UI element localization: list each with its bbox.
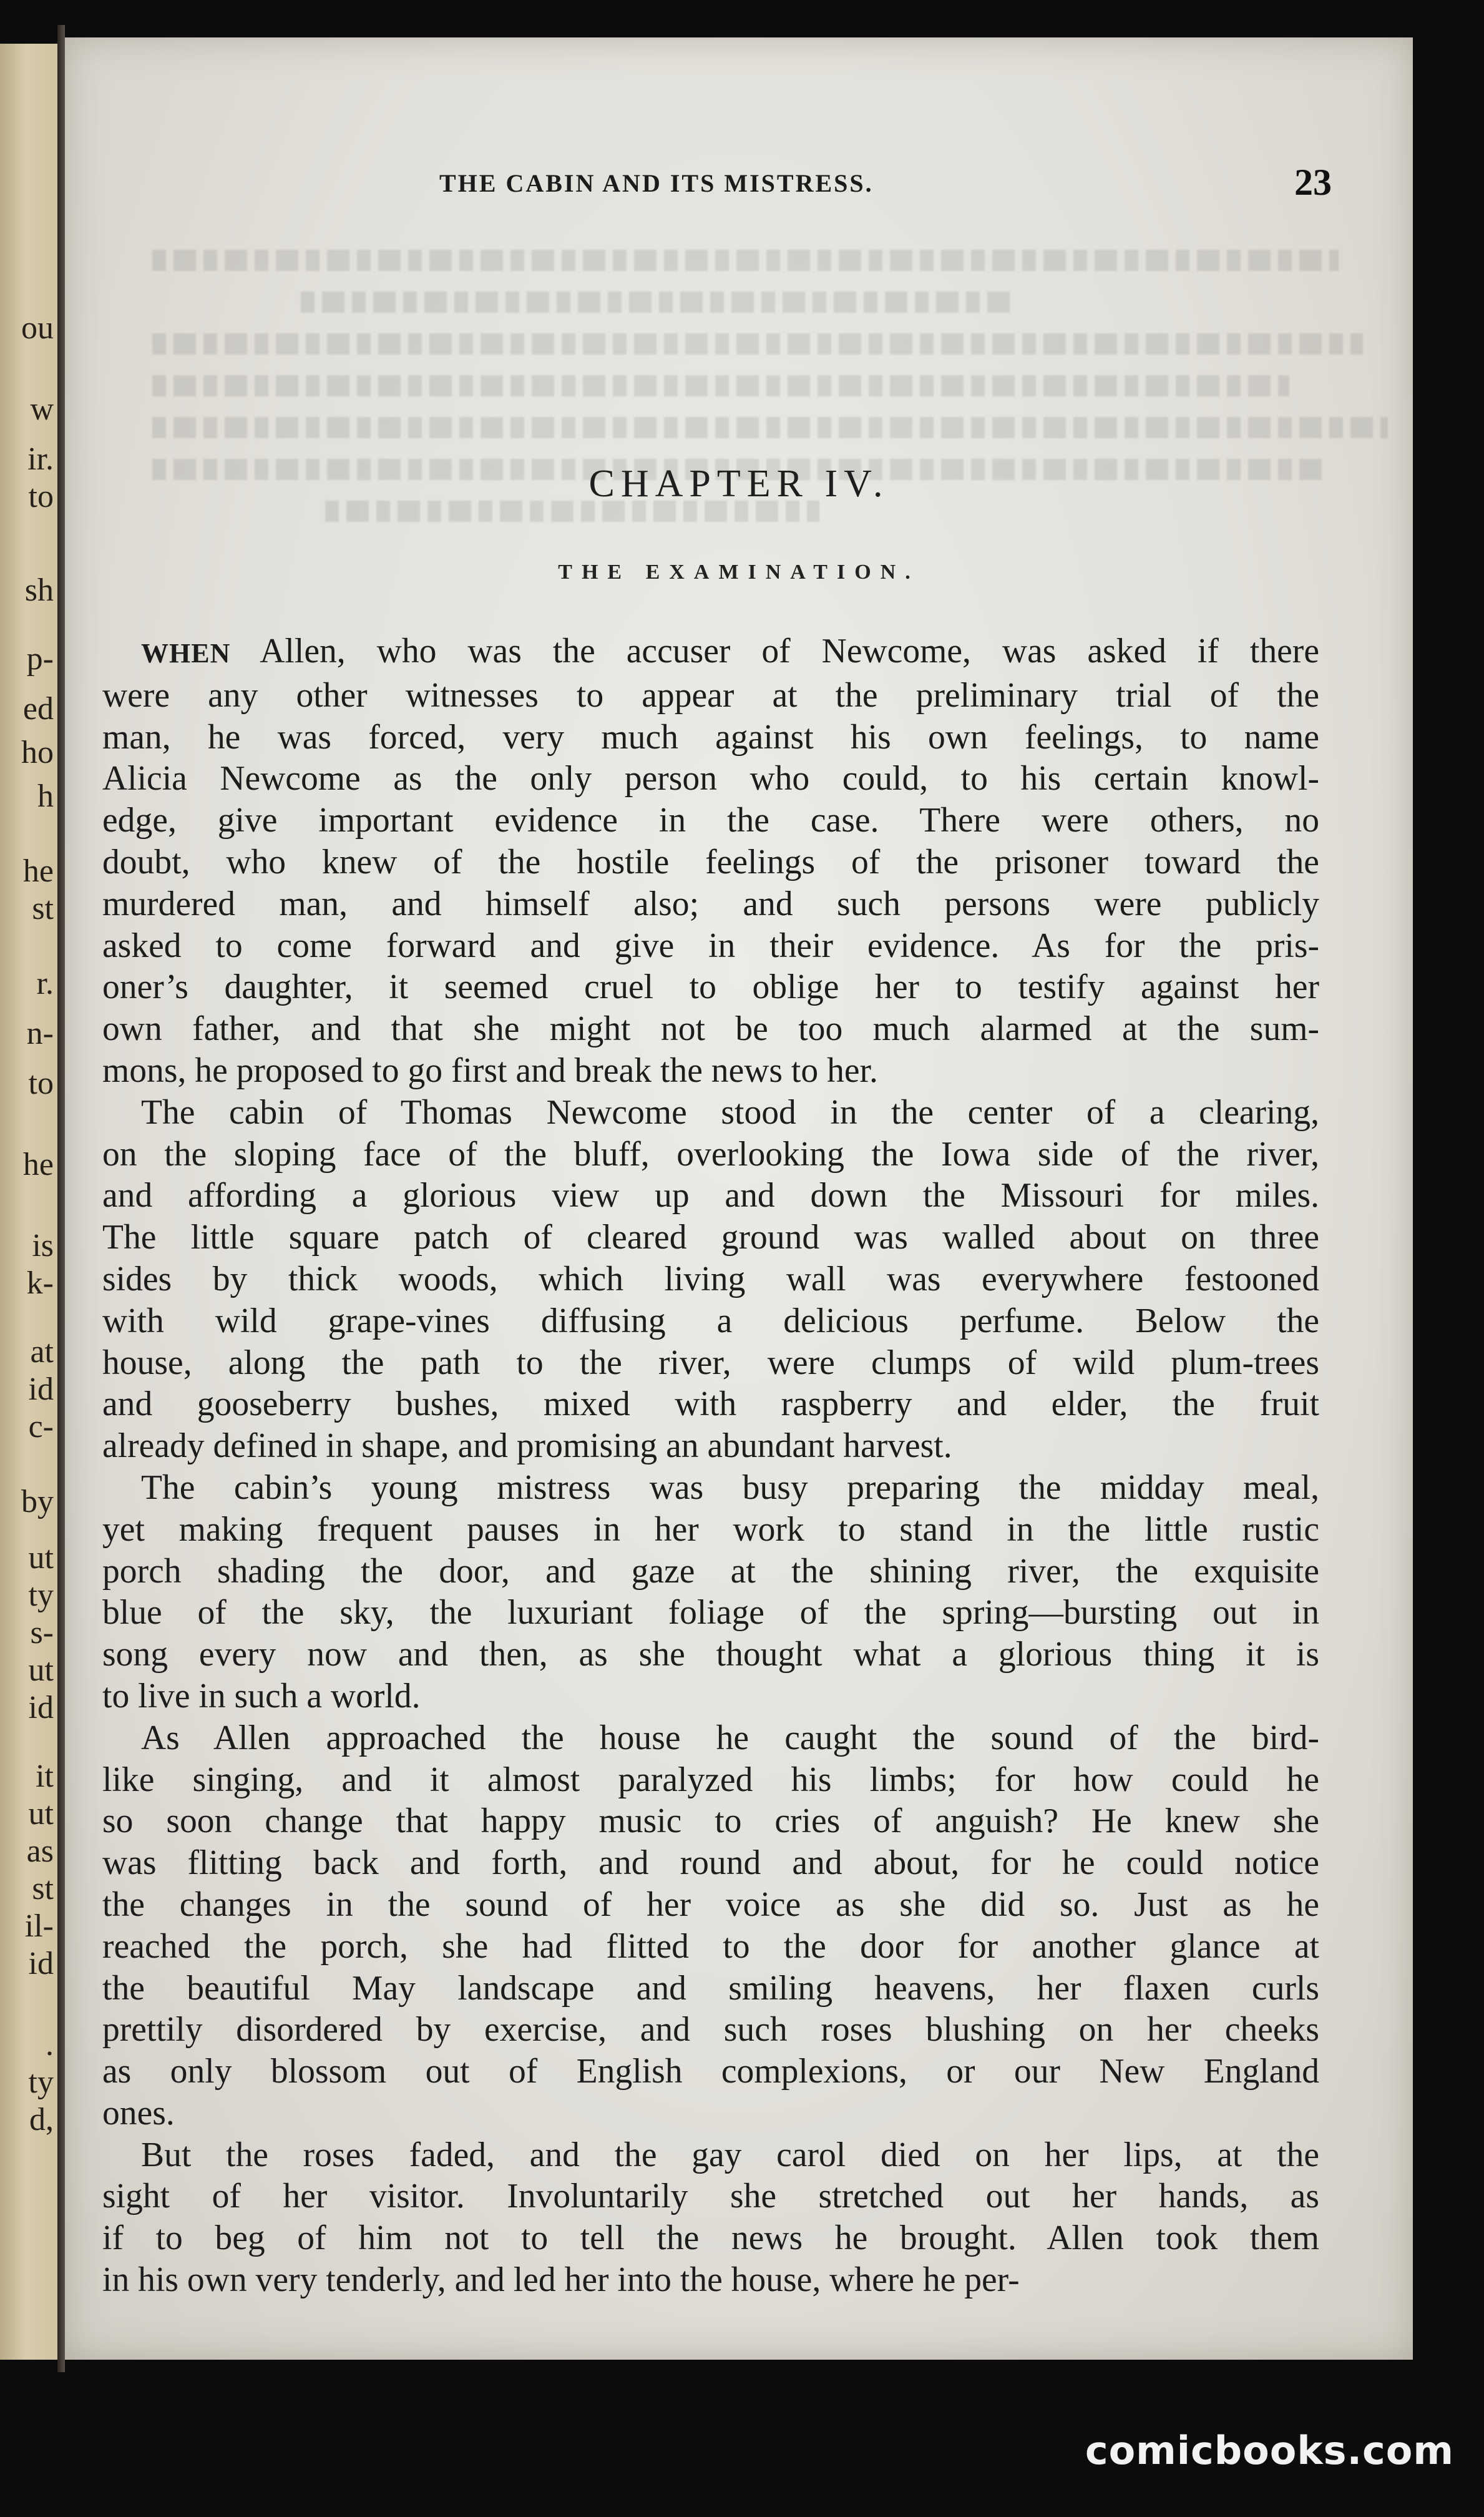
text-line: yet making frequent pauses in her work to stand in the little rustic xyxy=(102,1509,1319,1549)
book-spine xyxy=(57,25,65,2372)
text-line: song every now and then, as she thought what a glorious thing it is xyxy=(102,1635,1319,1674)
facing-page-fragment: as xyxy=(26,1833,54,1869)
running-title: THE CABIN AND ITS MISTRESS. xyxy=(439,169,874,197)
text-line: prettily disordered by exercise, and such roses blushing on her cheeks xyxy=(102,2010,1319,2049)
text-line: edge, give important evidence in the case. There were others, no xyxy=(102,801,1319,840)
facing-page-fragment: id xyxy=(28,1946,54,1981)
book-page xyxy=(65,37,1413,2360)
text-line: doubt, who knew of the hostile feelings of the prisoner toward the xyxy=(102,842,1319,881)
facing-page-fragment: ir. xyxy=(27,441,54,477)
facing-page-fragment: r. xyxy=(36,966,54,1001)
text-line: man, he was forced, very much against his own feelings, to name xyxy=(102,717,1319,757)
running-head xyxy=(65,162,1413,206)
facing-page-fragment: by xyxy=(21,1484,54,1519)
paragraph xyxy=(102,630,1319,1092)
facing-page-fragment: k- xyxy=(26,1265,54,1301)
text-line: ones. xyxy=(102,2093,175,2132)
facing-page-edge xyxy=(0,44,57,2360)
text-line: as only blossom out of English complexions, or our New England xyxy=(102,2052,1319,2091)
facing-page-fragment: ty xyxy=(28,1577,54,1613)
text-line: to live in such a world. xyxy=(102,1676,421,1715)
text-line: the beautiful May landscape and smiling heavens, her flaxen curls xyxy=(102,1968,1319,2008)
facing-page-fragment: it xyxy=(36,1759,54,1794)
text-line: blue of the sky, the luxuriant foliage of the spring—bursting out in xyxy=(102,1593,1319,1632)
text-line: if to beg of him not to tell the news he brought. Allen took them xyxy=(102,2219,1319,2258)
body-text xyxy=(102,630,1319,2301)
text-line: the changes in the sound of her voice as she did so. Just as he xyxy=(102,1885,1319,1924)
chapter-heading: CHAPTER IV. xyxy=(588,463,889,505)
text-line: so soon change that happy music to cries of anguish? He knew she xyxy=(102,1802,1319,1841)
chapter-subtitle: THE EXAMINATION. xyxy=(558,561,920,584)
facing-page-fragment: . xyxy=(46,2027,54,2063)
facing-page-fragment: p- xyxy=(26,641,54,677)
facing-page-fragment: ut xyxy=(28,1796,54,1832)
paragraph xyxy=(102,2134,1319,2301)
facing-page-fragment: id xyxy=(28,1371,54,1407)
facing-page-fragment: he xyxy=(22,1147,54,1182)
text-line: Alicia Newcome as the only person who could, to his certain knowl- xyxy=(102,759,1319,798)
text-line: The cabin’s young mistress was busy preparing the midday meal, xyxy=(141,1468,1319,1507)
text-line: on the sloping face of the bluff, overlooking the Iowa side of the river, xyxy=(102,1134,1319,1174)
paragraph xyxy=(102,1467,1319,1717)
text-line: reached the porch, she had flitted to the door for another glance at xyxy=(102,1926,1319,1966)
facing-page-fragment: n- xyxy=(26,1016,54,1051)
facing-page-fragment: c- xyxy=(28,1409,54,1445)
facing-page-fragment: id xyxy=(28,1690,54,1725)
text-line: own father, and that she might not be too much alarmed at the sum- xyxy=(102,1009,1319,1049)
facing-page-fragment: st xyxy=(32,891,54,926)
facing-page-fragment: is xyxy=(32,1228,54,1263)
text-line: house, along the path to the river, were clumps of wild plum-trees xyxy=(102,1343,1319,1382)
paragraph xyxy=(102,1717,1319,2134)
text-line: The cabin of Thomas Newcome stood in the center of a clearing, xyxy=(141,1092,1319,1132)
facing-page-fragment: to xyxy=(28,1066,54,1101)
text-line: As Allen approached the house he caught the sound of the bird- xyxy=(141,1718,1319,1757)
facing-page-fragment: h xyxy=(37,778,54,814)
text-line: like singing, and it almost paralyzed his limbs; for how could he xyxy=(102,1760,1319,1799)
text-line: But the roses faded, and the gay carol died on her lips, at the xyxy=(141,2135,1319,2174)
watermark: comicbooks.com xyxy=(1085,2428,1454,2473)
text-line: was flitting back and forth, and round and about, for he could notice xyxy=(102,1843,1319,1883)
facing-page-fragment: ut xyxy=(28,1652,54,1688)
facing-page-fragment: at xyxy=(30,1334,54,1370)
facing-page-fragment: ut xyxy=(28,1540,54,1576)
facing-page-fragment: he xyxy=(22,853,54,889)
facing-page-fragment: il- xyxy=(24,1908,54,1944)
text-line: in his own very tenderly, and led her into the house, where he per- xyxy=(102,2260,1020,2300)
text-line: mons, he proposed to go first and break the news to her. xyxy=(102,1051,878,1090)
text-line: were any other witnesses to appear at the preliminary trial of the xyxy=(102,675,1319,715)
facing-page-fragment: s- xyxy=(30,1615,54,1651)
text-line: with wild grape-vines diffusing a delicious perfume. Below the xyxy=(102,1301,1319,1340)
facing-page-fragment: ho xyxy=(21,735,54,770)
paragraph xyxy=(102,1092,1319,1467)
text-line: oner’s daughter, it seemed cruel to oblige her to testify against her xyxy=(102,968,1319,1007)
facing-page-fragment: sh xyxy=(24,572,54,608)
text-line: already defined in shape, and promising an abundant harvest. xyxy=(102,1426,952,1466)
text-line: asked to come forward and give in their evidence. As for the pris- xyxy=(102,926,1319,965)
facing-page-fragment: w xyxy=(30,391,54,427)
facing-page-fragment: ty xyxy=(28,2064,54,2100)
facing-page-fragment: d, xyxy=(29,2102,54,2137)
facing-page-fragment: ou xyxy=(21,310,54,346)
text-line: porch shading the door, and gaze at the shining river, the exquisite xyxy=(102,1551,1319,1591)
text-line: and affording a glorious view up and down the Missouri for miles. xyxy=(102,1176,1319,1215)
facing-page-fragment: to xyxy=(28,479,54,514)
text-line: murdered man, and himself also; and such persons were publicly xyxy=(102,884,1319,923)
text-line: sight of her visitor. Involuntarily she stretched out her hands, as xyxy=(102,2177,1319,2216)
facing-page-fragment: st xyxy=(32,1871,54,1906)
text-line: WHEN Allen, who was the accuser of Newcome, was asked if there xyxy=(141,632,1319,670)
text-line: and gooseberry bushes, mixed with raspberry and elder, the fruit xyxy=(102,1385,1319,1424)
facing-page-fragment: ed xyxy=(22,691,54,727)
page-number: 23 xyxy=(1294,162,1332,203)
text-line: The little square patch of cleared ground was walled about on three xyxy=(102,1218,1319,1257)
text-line: sides by thick woods, which living wall was everywhere festooned xyxy=(102,1259,1319,1298)
